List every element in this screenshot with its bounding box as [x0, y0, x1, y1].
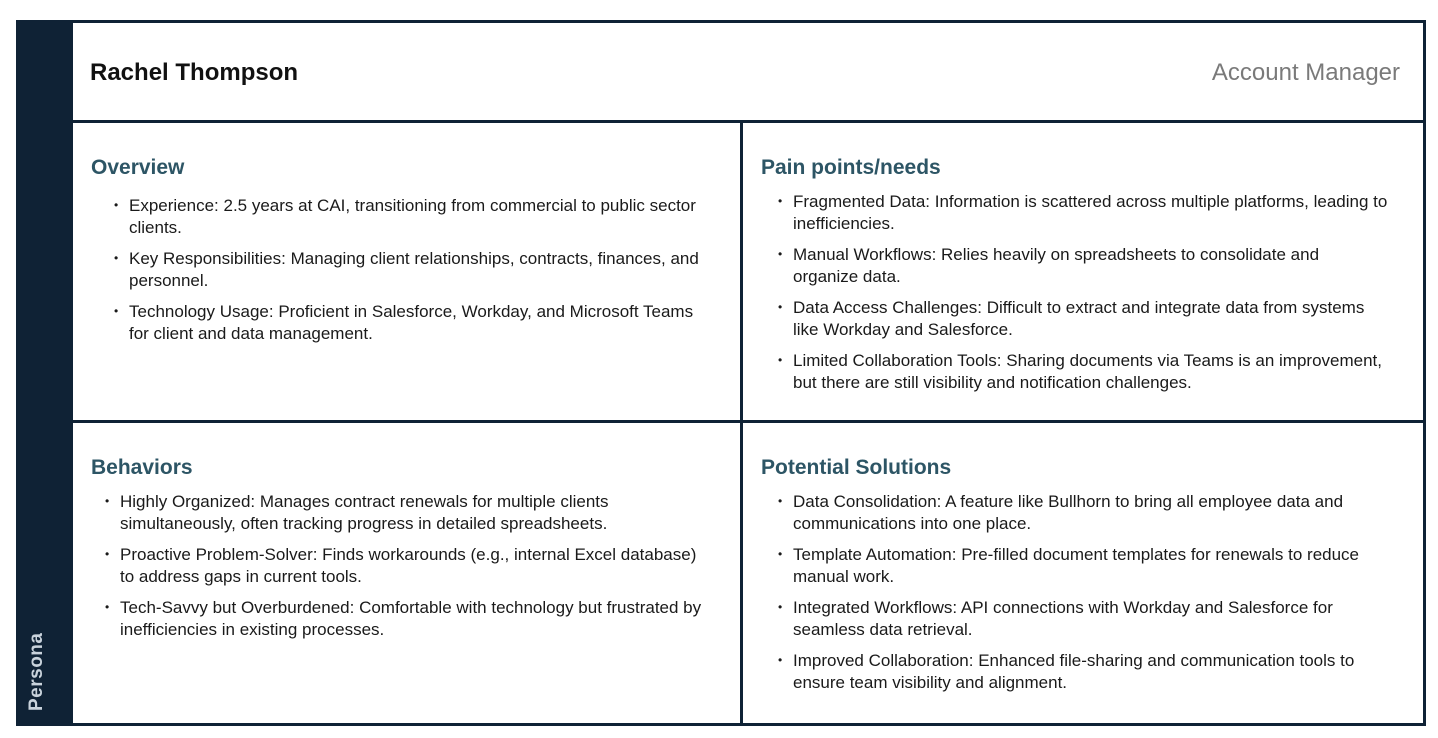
- persona-header: [73, 23, 1423, 123]
- list-item: • Fragmented Data: Information is scattered across multiple platforms, leading to inefficiencies.: [778, 191, 1388, 234]
- list-item: • Data Access Challenges: Difficult to extract and integrate data from systems like Workday and Salesforce.: [778, 297, 1388, 340]
- list-item: • Data Consolidation: A feature like Bullhorn to bring all employee data and communications into one place.: [778, 491, 1388, 534]
- overview-section: [73, 123, 743, 423]
- solutions-list: [778, 491, 1388, 703]
- list-item: • Proactive Problem-Solver: Finds workarounds (e.g., internal Excel database) to address gaps in current tools.: [105, 544, 705, 587]
- list-item: • Highly Organized: Manages contract renewals for multiple clients simultaneously, often tracking progress in detailed spreadsheets.: [105, 491, 705, 534]
- pain-points-list: [778, 191, 1388, 403]
- persona-card: [16, 20, 1426, 726]
- behaviors-section: [73, 423, 743, 723]
- list-item: • Template Automation: Pre-filled document templates for renewals to reduce manual work.: [778, 544, 1388, 587]
- pain-points-title: Pain points/needs: [761, 156, 941, 179]
- list-item: • Improved Collaboration: Enhanced file-sharing and communication tools to ensure team visibility and alignment.: [778, 650, 1388, 693]
- persona-name: Rachel Thompson: [90, 59, 299, 86]
- behaviors-list: [105, 491, 705, 650]
- persona-side-bar: [19, 23, 73, 723]
- list-item: • Manual Workflows: Relies heavily on spreadsheets to consolidate and organize data.: [778, 244, 1388, 287]
- list-item: • Key Responsibilities: Managing client relationships, contracts, finances, and personnel.: [114, 248, 714, 291]
- solutions-title: Potential Solutions: [761, 456, 952, 479]
- persona-role: Account Manager: [1211, 59, 1400, 86]
- list-item: • Limited Collaboration Tools: Sharing documents via Teams is an improvement, but there are still visibility and notification challenges.: [778, 350, 1388, 393]
- persona-side-label: Persona: [26, 632, 47, 711]
- overview-title: Overview: [91, 156, 185, 179]
- list-item: • Tech-Savvy but Overburdened: Comfortable with technology but frustrated by inefficiencies in existing processes.: [105, 597, 705, 640]
- list-item: • Experience: 2.5 years at CAI, transitioning from commercial to public sector clients.: [114, 195, 714, 238]
- behaviors-title: Behaviors: [91, 456, 193, 479]
- list-item: • Integrated Workflows: API connections with Workday and Salesforce for seamless data retrieval.: [778, 597, 1388, 640]
- solutions-section: [743, 423, 1423, 723]
- pain-points-section: [743, 123, 1423, 423]
- list-item: • Technology Usage: Proficient in Salesforce, Workday, and Microsoft Teams for client and data management.: [114, 301, 714, 344]
- overview-list: [114, 195, 714, 354]
